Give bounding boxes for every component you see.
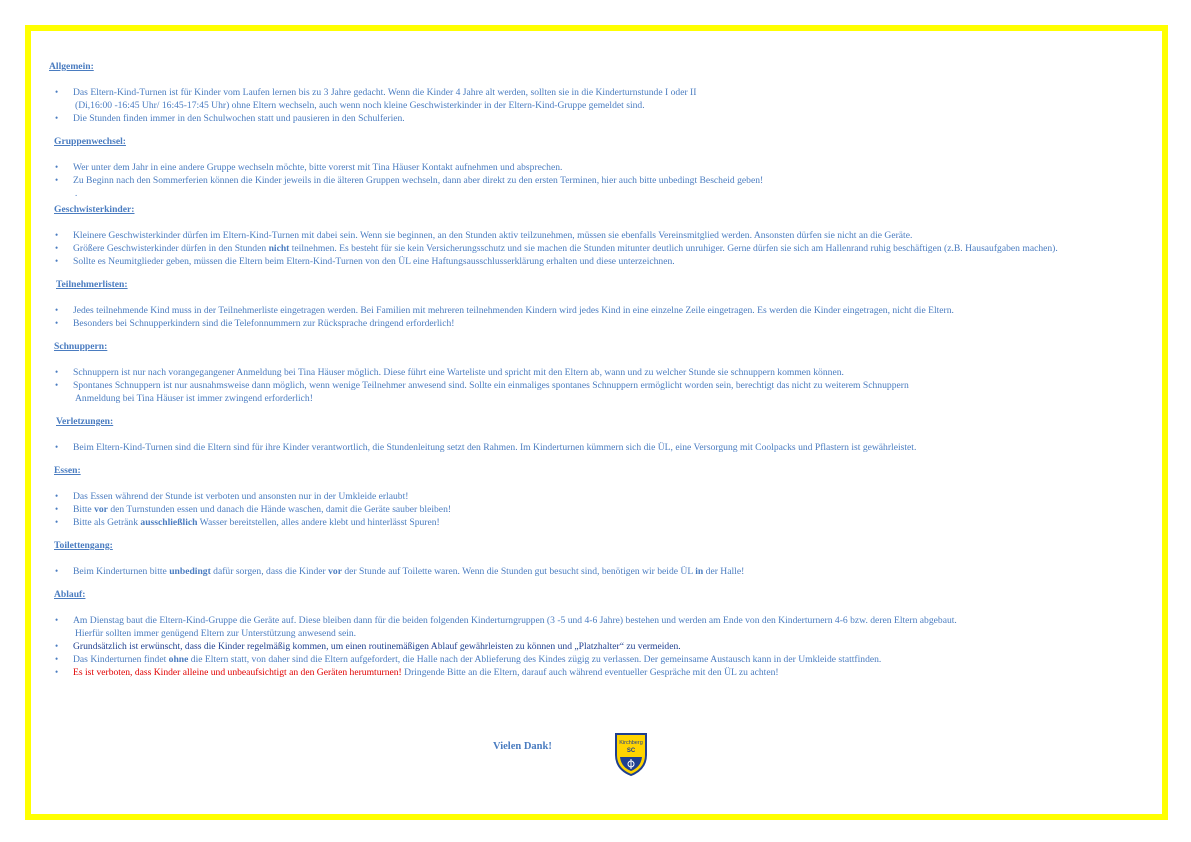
list-item-line: • Grundsätzlich ist erwünscht, dass die Kinder regelmäßig kommen, um einen routinemäßigen Ablauf gewährleisten zu können und „Platzhalter“ zu vermeiden. <box>73 641 681 652</box>
emphasis-text: unbedingt <box>169 566 211 577</box>
page-frame <box>25 25 1168 820</box>
list-item-line: Hierfür sollten immer genügend Eltern zur Unterstützung anwesend sein. <box>75 628 357 639</box>
text-segment: teilnehmen. Es besteht für sie kein Versicherungsschutz und sie machen die Stunden mitunter deutlich unruhiger. Gerne dürfen sie sich am Hallenrand ruhig beschäftigen (z.B. Hausaufgaben machen). <box>289 243 1058 254</box>
section-heading: Geschwisterkinder: <box>54 204 135 215</box>
text-segment: Es ist verboten, dass Kinder alleine und unbeaufsichtigt an den Geräten herumturnen! <box>73 667 402 678</box>
section <box>49 60 1122 125</box>
list-item-line: • Jedes teilnehmende Kind muss in der Teilnehmerliste eingetragen werden. Bei Familien mit mehreren teilnehmenden Kindern wird jedes Kind in eine einzelne Zeile eingetragen. Es werden die Kinder eingetragen, nicht die Eltern. <box>73 305 954 316</box>
list-item <box>49 379 1122 405</box>
list-item <box>49 653 1122 666</box>
list-item <box>49 503 1122 516</box>
emphasis-text: nicht <box>268 243 290 254</box>
section <box>49 203 1122 268</box>
emphasis-text: vor <box>94 504 108 515</box>
section <box>49 278 1122 330</box>
text-segment: Bitte als Getränk <box>73 517 141 528</box>
list-item-line: • Wer unter dem Jahr in eine andere Gruppe wechseln möchte, bitte vorerst mit Tina Häuser Kontakt aufnehmen und absprechen. <box>73 162 563 173</box>
footer <box>31 731 1162 781</box>
bullet-list <box>49 161 1122 187</box>
list-item-line: • Die Stunden finden immer in den Schulwochen statt und pausieren in den Schulferien. <box>73 113 405 124</box>
section <box>49 539 1122 578</box>
club-crest-icon <box>613 731 649 777</box>
bullet-list <box>49 366 1122 405</box>
text-segment: die Eltern statt, von daher sind die Eltern aufgefordert, die Halle nach der Ablieferung des Kindes zügig zu verlassen. Der gemeinsame Austausch kann in der Umkleide stattfinden. <box>188 654 882 665</box>
notice-content <box>49 60 1122 689</box>
section-heading: Gruppenwechsel: <box>54 136 126 147</box>
emphasis-text: in <box>695 566 704 577</box>
list-item <box>49 174 1122 187</box>
list-item-line: • Beim Eltern-Kind-Turnen sind die Eltern sind für ihre Kinder verantwortlich, die Stundenleitung setzt den Rahmen. Im Kinderturnen kümmern sich die ÜL, eine Versorgung mit Coolpacks und Pflastern ist gewährleistet. <box>73 442 917 453</box>
text-segment: der Stunde auf Toilette waren. Wenn die Stunden gut besucht sind, benötigen wir beide ÜL <box>341 566 696 577</box>
bullet-list <box>49 614 1122 679</box>
emphasis-text: ausschließlich <box>140 517 198 528</box>
section-heading: Schnuppern: <box>54 341 108 352</box>
list-item <box>49 304 1122 317</box>
list-item <box>49 614 1122 640</box>
bullet-list <box>49 304 1122 330</box>
text-segment: Beim Kinderturnen bitte <box>73 566 170 577</box>
list-item <box>49 565 1122 578</box>
list-item-line: • Sollte es Neumitglieder geben, müssen die Eltern beim Eltern-Kind-Turnen von den ÜL eine Haftungsausschlusserklärung erhalten und diese unterzeichnen. <box>73 256 675 267</box>
list-item-line: • Besonders bei Schnupperkindern sind die Telefonnummern zur Rücksprache dringend erforderlich! <box>73 318 455 329</box>
list-item <box>49 229 1122 242</box>
section <box>49 135 1122 200</box>
bullet-list <box>49 565 1122 578</box>
list-item-line: • Spontanes Schnuppern ist nur ausnahmsweise dann möglich, wenn wenige Teilnehmer anwesend sind. Sollte ein einmaliges spontanes Schnuppern ermöglicht worden sein, berechtigt das nicht zu weiterem Schnuppern <box>73 380 909 391</box>
section-heading: Toilettengang: <box>54 540 113 551</box>
list-item <box>49 516 1122 529</box>
list-item-line: (Di,16:00 -16:45 Uhr/ 16:45-17:45 Uhr) ohne Eltern wechseln, auch wenn noch kleine Geschwisterkinder in der Eltern-Kind-Gruppe gemeldet sind. <box>75 100 645 111</box>
list-item-line: • Das Essen während der Stunde ist verboten und ansonsten nur in der Umkleide erlaubt! <box>73 491 409 502</box>
list-item <box>49 242 1122 255</box>
section <box>49 415 1122 454</box>
list-item <box>49 640 1122 653</box>
section <box>49 340 1122 405</box>
section <box>49 588 1122 679</box>
list-item-line: Anmeldung bei Tina Häuser ist immer zwingend erforderlich! <box>75 393 313 404</box>
list-item-line: • Am Dienstag baut die Eltern-Kind-Gruppe die Geräte auf. Diese bleiben dann für die beiden folgenden Kinderturngruppen (3 -5 und 4-6 Jahre) bestehen und werden am Ende von den Kinderturnern 4-6 bzw. deren Eltern abgebaut. <box>73 615 957 626</box>
list-item <box>49 161 1122 174</box>
text-segment: dafür sorgen, dass die Kinder <box>210 566 329 577</box>
bullet-list <box>49 86 1122 125</box>
list-item <box>49 317 1122 330</box>
text-segment: Bitte <box>73 504 95 515</box>
stray-mark: . <box>75 188 78 198</box>
bullet-list <box>49 490 1122 529</box>
section-heading: Ablauf: <box>54 589 86 600</box>
bullet-list <box>49 441 1122 454</box>
list-item <box>49 441 1122 454</box>
list-item <box>49 112 1122 125</box>
emphasis-text: ohne <box>168 654 189 665</box>
list-item <box>49 666 1122 679</box>
section-heading: Essen: <box>54 465 81 476</box>
list-item-line: • Das Eltern-Kind-Turnen ist für Kinder vom Laufen lernen bis zu 3 Jahre gedacht. Wenn die Kinder 4 Jahre alt werden, sollten sie in die Kinderturnstunde I oder II <box>73 87 697 98</box>
section <box>49 464 1122 529</box>
text-segment: der Halle! <box>703 566 745 577</box>
list-item <box>49 366 1122 379</box>
crest-text-bottom: SC <box>626 748 636 754</box>
section-heading: Teilnehmerlisten: <box>56 279 128 290</box>
list-item-line: • Schnuppern ist nur nach vorangegangener Anmeldung bei Tina Häuser möglich. Diese führt eine Warteliste und spricht mit den Eltern ab, wann und zu welcher Stunde sie schnuppern kommen können. <box>73 367 844 378</box>
crest-text-top: Kirchberg <box>619 740 643 746</box>
text-segment: Wasser bereitstellen, alles andere klebt und hinterlässt Spuren! <box>197 517 440 528</box>
text-segment: Größere Geschwisterkinder dürfen in den Stunden <box>73 243 269 254</box>
list-item-line: • Zu Beginn nach den Sommerferien können die Kinder jeweils in die älteren Gruppen wechseln, dann aber direkt zu den ersten Terminen, hier auch bitte unbedingt Bescheid geben! <box>73 175 764 186</box>
list-item <box>49 86 1122 112</box>
text-segment: Dringende Bitte an die Eltern, darauf auch während eventueller Gespräche mit den ÜL zu achten! <box>401 667 779 678</box>
bullet-list <box>49 229 1122 268</box>
emphasis-text: vor <box>328 566 342 577</box>
text-segment: Das Kinderturnen findet <box>73 654 169 665</box>
list-item <box>49 490 1122 503</box>
list-item <box>49 255 1122 268</box>
list-item-line: • Kleinere Geschwisterkinder dürfen im Eltern-Kind-Turnen mit dabei sein. Wenn sie beginnen, an den Stunden aktiv teilzunehmen, müssen sie ebenfalls Vereinsmitglied werden. Ansonsten dürfen sie nicht an die Geräte. <box>73 230 913 241</box>
text-segment: den Turnstunden essen und danach die Hände waschen, damit die Geräte sauber bleiben! <box>107 504 452 515</box>
section-heading: Allgemein: <box>49 61 94 72</box>
thanks-text: Vielen Dank! <box>493 741 552 752</box>
section-heading: Verletzungen: <box>56 416 114 427</box>
